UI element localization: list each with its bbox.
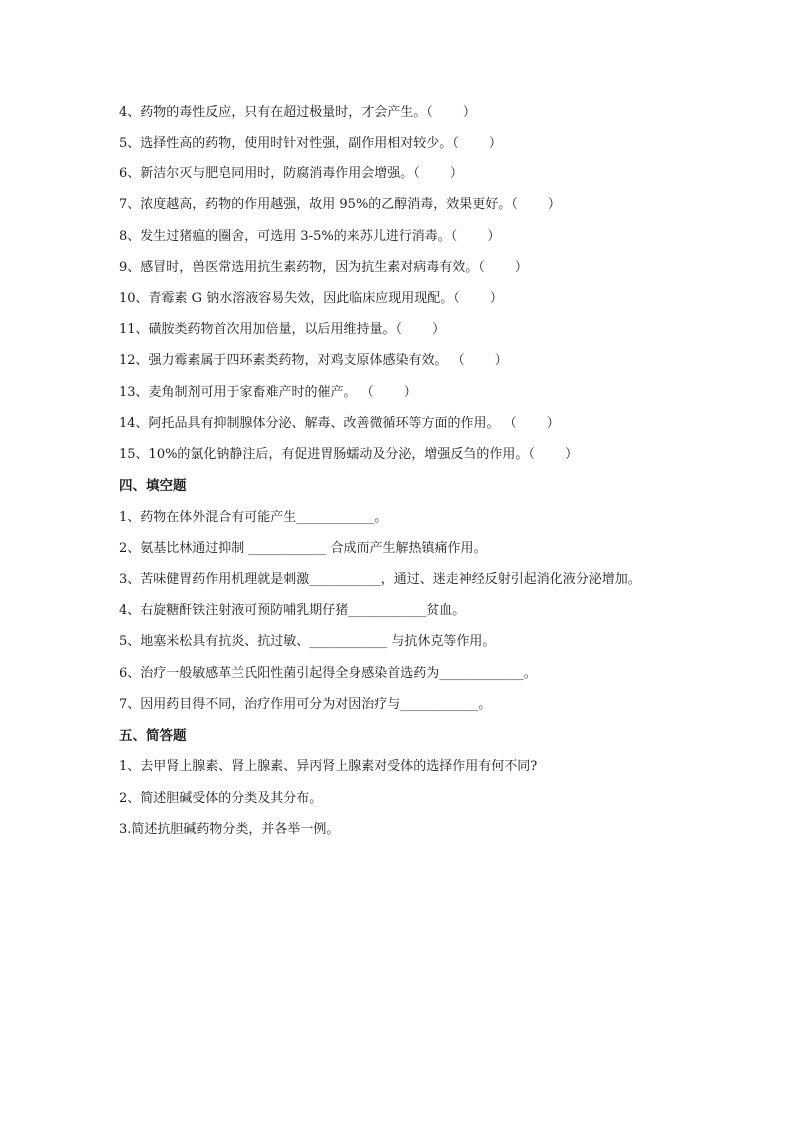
judgment-item-9: 9、感冒时，兽医常选用抗生素药物，因为抗生素对病毒有效。（ ） <box>119 260 528 275</box>
fill-blank-item-4: 4、右旋糖酐铁注射液可预防哺乳期仔猪____________贫血。 <box>119 603 466 618</box>
section-heading-fill-blank: 四、填空题 <box>119 478 187 494</box>
short-answer-item-3: 3.简述抗胆碱药物分类，并各举一例。 <box>119 822 340 837</box>
judgment-item-6: 6、新洁尔灭与肥皂同用时，防腐消毒作用会增强。（ ） <box>119 166 463 181</box>
fill-blank-item-1: 1、药物在体外混合有可能产生____________。 <box>119 510 388 525</box>
judgment-item-7: 7、浓度越高，药物的作用越强，故用 95%的乙醇消毒，效果更好。（ ） <box>119 197 561 212</box>
short-answer-item-2: 2、简述胆碱受体的分类及其分布。 <box>119 791 323 806</box>
judgment-item-15: 15、10%的氯化钠静注后，有促进胃肠蠕动及分泌，增强反刍的作用。（ ） <box>119 447 579 462</box>
judgment-item-10: 10、青霉素 G 钠水溶液容易失效，因此临床应现用现配。（ ） <box>119 291 503 306</box>
judgment-item-8: 8、发生过猪瘟的圈舍，可选用 3-5%的来苏儿进行消毒。（ ） <box>119 229 501 244</box>
fill-blank-item-5: 5、地塞米松具有抗炎、抗过敏、____________ 与抗休克等作用。 <box>119 634 496 649</box>
judgment-item-14: 14、阿托品具有抑制腺体分泌、解毒、改善微循环等方面的作用。 （ ） <box>119 416 560 431</box>
judgment-item-13: 13、麦角制剂可用于家畜难产时的催产。 （ ） <box>119 385 417 400</box>
fill-blank-item-6: 6、治疗一般敏感革兰氏阳性菌引起得全身感染首选药为_____________。 <box>119 666 537 681</box>
judgment-item-12: 12、强力霉素属于四环素类药物，对鸡支原体感染有效。 （ ） <box>119 353 508 368</box>
fill-blank-item-2: 2、氨基比林通过抑制 ____________ 合成而产生解热镇痛作用。 <box>119 541 487 556</box>
fill-blank-item-3: 3、苦味健胃药作用机理就是刺激___________，通过、迷走神经反射引起消化液分泌增加。 <box>119 572 641 587</box>
fill-blank-item-7: 7、因用药目得不同，治疗作用可分为对因治疗与____________。 <box>119 697 492 712</box>
section-heading-short-answer: 五、简答题 <box>119 728 187 744</box>
judgment-item-5: 5、选择性高的药物，使用时针对性强，副作用相对较少。（ ） <box>119 136 502 151</box>
judgment-item-11: 11、磺胺类药物首次用加倍量，以后用维持量。（ ） <box>119 322 446 337</box>
short-answer-item-1: 1、去甲肾上腺素、肾上腺素、异丙肾上腺素对受体的选择作用有何不同? <box>119 759 538 774</box>
judgment-item-4: 4、药物的毒性反应，只有在超过极量时，才会产生。（ ） <box>119 105 476 120</box>
